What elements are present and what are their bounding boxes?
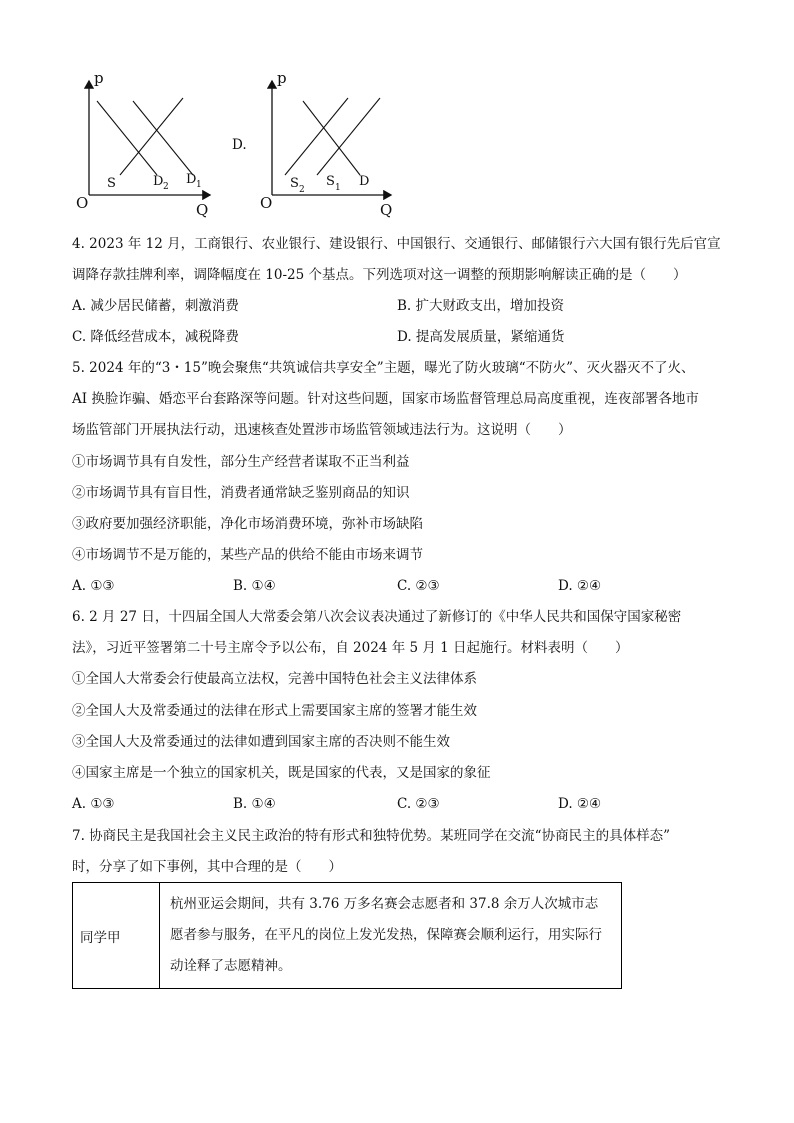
q6-option-b[interactable]: B. ①④ [233,796,276,812]
q6-item-2: ②全国人大及常委通过的法律在形式上需要国家主席的签署才能生效 [72,703,477,719]
q6-item-4: ④国家主席是一个独立的国家机关，既是国家的代表，又是国家的象征 [72,765,491,781]
q5-item-4: ④市场调节不是万能的，某些产品的供给不能由市场来调节 [72,547,423,563]
q-axis-label: Q [196,201,209,218]
q6-stem-line-2: 法》，习近平签署第二十号主席令予以公布，自 2024 年 5 月 1 日起施行。材料表明（ ） [72,640,629,656]
origin-label: O [76,194,89,212]
origin-label: O [260,194,273,212]
p-axis-label: p [277,69,287,87]
q6-item-1: ①全国人大常委会行使最高立法权，完善中国特色社会主义法律体系 [72,671,477,687]
table-row [73,883,622,989]
q7-case-table [72,882,622,989]
q4-option-b[interactable]: B. 扩大财政支出，增加投资 [397,298,565,314]
supply-curve-s1 [317,98,380,175]
q7-stem-line-2: 时，分享了如下事例，其中合理的是（ ） [72,859,342,875]
supply-label-s2: S [290,176,299,191]
demand-curve-d2 [97,101,157,175]
demand-curve-d [303,101,360,175]
demand-label-d1: D [186,172,197,187]
demand-label-d: D [359,174,370,189]
table-cell-example: 杭州亚运会期间，共有 3.76 万多名赛会志愿者和 37.8 余万人次城市志愿者参与服务，在平凡的岗位上发光发热，保障赛会顺利运行，用实际行动诠释了志愿精神。 [160,883,622,989]
q6-option-a[interactable]: A. ①③ [72,796,115,812]
q5-option-c[interactable]: C. ②③ [397,578,440,594]
table-cell-student: 同学甲 [73,883,160,989]
graph-left [70,68,220,218]
q5-stem-line-1: 5. 2024 年的“3・15”晚会聚焦“共筑诚信共享安全”主题，曝光了防火玻璃“不防火”、灭火器灭不了火、 [72,360,695,376]
q6-option-d[interactable]: D. ②④ [558,796,602,812]
q5-option-a[interactable]: A. ①③ [72,578,115,594]
q6-stem-line-1: 6. 2 月 27 日，十四届全国人大常委会第八次会议表决通过了新修订的《中华人民共和国保守国家秘密 [72,609,682,625]
q5-option-b[interactable]: B. ①④ [233,578,276,594]
q5-option-d[interactable]: D. ②④ [558,578,602,594]
q4-option-a[interactable]: A. 减少居民储蓄，刺激消费 [72,298,239,314]
demand-label-d1-sub: 1 [196,180,202,190]
q5-stem-line-2: AI 换脸诈骗、婚恋平台套路深等问题。针对这些问题，国家市场监督管理总局高度重视，连夜部署各地市 [72,391,699,407]
q4-stem-line-2: 调降存款挂牌利率，调降幅度在 10-25 个基点。下列选项对这一调整的预期影响解读正确的是（ ） [72,267,687,283]
q6-option-c[interactable]: C. ②③ [397,796,440,812]
q4-option-c[interactable]: C. 降低经营成本，减税降费 [72,329,239,345]
q5-item-2: ②市场调节具有盲目性，消费者通常缺乏鉴别商品的知识 [72,485,410,501]
q4-option-d[interactable]: D. 提高发展质量，紧缩通货 [397,329,565,345]
q-axis-label: Q [380,201,393,218]
supply-curve-s2 [285,98,348,175]
supply-label-s1: S [326,174,335,189]
q5-stem-line-3: 场监管部门开展执法行动，迅速核查处置涉市场监管领域违法行为。这说明（ ） [72,422,572,438]
demand-label-d2-sub: 2 [163,182,169,192]
demand-curve-d1 [133,101,193,175]
q5-item-1: ①市场调节具有自发性，部分生产经营者谋取不正当利益 [72,454,410,470]
supply-label-s1-sub: 1 [335,183,341,193]
q5-item-3: ③政府要加强经济职能，净化市场消费环境，弥补市场缺陷 [72,516,423,532]
supply-label-s2-sub: 2 [299,185,305,195]
q7-stem-line-1: 7. 协商民主是我国社会主义民主政治的特有形式和独特优势。某班同学在交流“协商民主的具体样态” [72,828,670,844]
option-d-label: D. [232,137,247,153]
supply-label-s: S [107,176,116,191]
demand-label-d2: D [153,174,164,189]
p-axis-label: p [94,69,104,87]
graph-option-d [255,68,405,218]
q4-stem-line-1: 4. 2023 年 12 月，工商银行、农业银行、建设银行、中国银行、交通银行、邮储银行六大国有银行先后官宣 [72,236,721,252]
supply-curve-s [120,98,183,175]
q6-item-3: ③全国人大及常委通过的法律如遭到国家主席的否决则不能生效 [72,734,450,750]
